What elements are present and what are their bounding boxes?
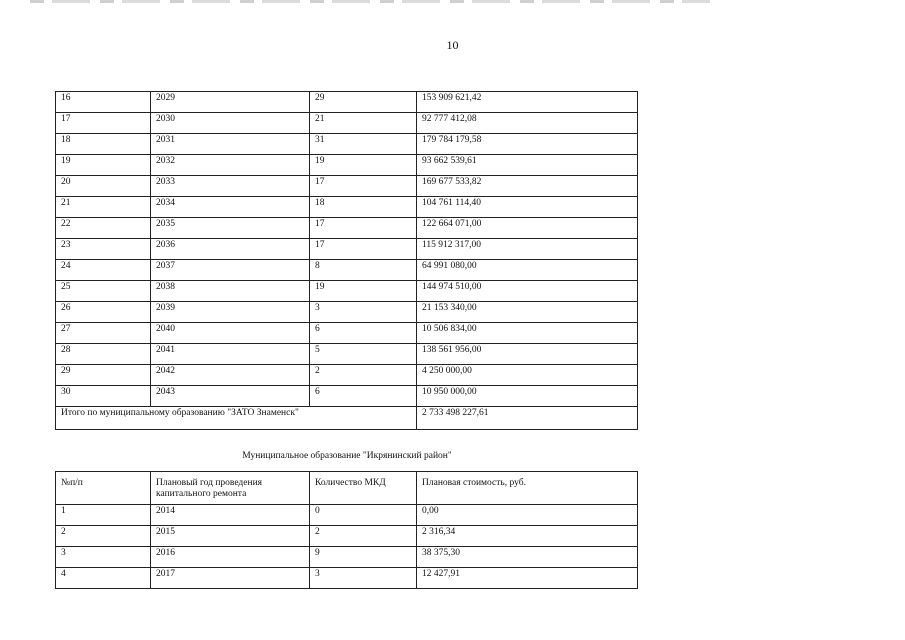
capital-repair-table-ikryaninsky: [55, 471, 638, 589]
cost-cell: 138 561 956,00: [417, 344, 638, 365]
year-cell: 2035: [151, 218, 310, 239]
row-number-cell: 29: [56, 365, 151, 386]
row-number-cell: 18: [56, 134, 151, 155]
capital-repair-table-znamensk: [55, 91, 638, 430]
building-count-cell: 8: [310, 260, 417, 281]
table-row: [56, 197, 638, 218]
table-row: [56, 323, 638, 344]
building-count-cell: 19: [310, 281, 417, 302]
table-row: [56, 526, 638, 547]
row-number-cell: 30: [56, 386, 151, 407]
building-count-cell: 29: [310, 92, 417, 113]
row-number-cell: 1: [56, 505, 151, 526]
building-count-cell: 17: [310, 239, 417, 260]
row-number-cell: 26: [56, 302, 151, 323]
header-number: №п/п: [56, 472, 151, 505]
year-cell: 2040: [151, 323, 310, 344]
year-cell: 2017: [151, 568, 310, 589]
building-count-cell: 31: [310, 134, 417, 155]
table-header-row: [56, 472, 638, 505]
row-number-cell: 28: [56, 344, 151, 365]
year-cell: 2042: [151, 365, 310, 386]
cost-cell: 115 912 317,00: [417, 239, 638, 260]
row-number-cell: 2: [56, 526, 151, 547]
year-cell: 2036: [151, 239, 310, 260]
cost-cell: 38 375,30: [417, 547, 638, 568]
cost-cell: 144 974 510,00: [417, 281, 638, 302]
building-count-cell: 0: [310, 505, 417, 526]
year-cell: 2030: [151, 113, 310, 134]
year-cell: 2015: [151, 526, 310, 547]
table-row: [56, 568, 638, 589]
building-count-cell: 6: [310, 323, 417, 344]
total-label: Итого по муниципальному образованию "ЗАТО Знаменск": [56, 407, 417, 430]
year-cell: 2032: [151, 155, 310, 176]
section-title-ikryaninsky: Муниципальное образование "Икрянинский район": [242, 451, 452, 461]
building-count-cell: 2: [310, 526, 417, 547]
cost-cell: 93 662 539,61: [417, 155, 638, 176]
cost-cell: 122 664 071,00: [417, 218, 638, 239]
total-row: [56, 407, 638, 430]
scan-edge-artifact: [30, 0, 710, 3]
table-row: [56, 365, 638, 386]
table-row: [56, 547, 638, 568]
table-row: [56, 113, 638, 134]
row-number-cell: 16: [56, 92, 151, 113]
year-cell: 2029: [151, 92, 310, 113]
row-number-cell: 25: [56, 281, 151, 302]
table-row: [56, 155, 638, 176]
year-cell: 2016: [151, 547, 310, 568]
year-cell: 2031: [151, 134, 310, 155]
table-row: [56, 386, 638, 407]
table-row: [56, 302, 638, 323]
cost-cell: 179 784 179,58: [417, 134, 638, 155]
table-row: [56, 239, 638, 260]
cost-cell: 2 316,34: [417, 526, 638, 547]
table-row: [56, 176, 638, 197]
building-count-cell: 5: [310, 344, 417, 365]
building-count-cell: 3: [310, 568, 417, 589]
cost-cell: 92 777 412,08: [417, 113, 638, 134]
table-row: [56, 281, 638, 302]
page-number: 10: [446, 38, 459, 52]
row-number-cell: 21: [56, 197, 151, 218]
cost-cell: 64 991 080,00: [417, 260, 638, 281]
building-count-cell: 17: [310, 218, 417, 239]
building-count-cell: 9: [310, 547, 417, 568]
header-planned-cost: Плановая стоимость, руб.: [417, 472, 638, 505]
building-count-cell: 18: [310, 197, 417, 218]
table-row: [56, 260, 638, 281]
year-cell: 2038: [151, 281, 310, 302]
cost-cell: 21 153 340,00: [417, 302, 638, 323]
header-planned-year: Плановый год проведения капитального ремонта: [151, 472, 310, 505]
row-number-cell: 24: [56, 260, 151, 281]
cost-cell: 104 761 114,40: [417, 197, 638, 218]
building-count-cell: 17: [310, 176, 417, 197]
building-count-cell: 6: [310, 386, 417, 407]
cost-cell: 10 950 000,00: [417, 386, 638, 407]
cost-cell: 169 677 533,82: [417, 176, 638, 197]
row-number-cell: 27: [56, 323, 151, 344]
building-count-cell: 2: [310, 365, 417, 386]
table-row: [56, 218, 638, 239]
header-building-count: Количество МКД: [310, 472, 417, 505]
table-row: [56, 134, 638, 155]
cost-cell: 12 427,91: [417, 568, 638, 589]
year-cell: 2039: [151, 302, 310, 323]
building-count-cell: 3: [310, 302, 417, 323]
row-number-cell: 23: [56, 239, 151, 260]
year-cell: 2034: [151, 197, 310, 218]
cost-cell: 4 250 000,00: [417, 365, 638, 386]
year-cell: 2041: [151, 344, 310, 365]
row-number-cell: 22: [56, 218, 151, 239]
row-number-cell: 3: [56, 547, 151, 568]
cost-cell: 0,00: [417, 505, 638, 526]
total-value: 2 733 498 227,61: [417, 407, 638, 430]
year-cell: 2014: [151, 505, 310, 526]
row-number-cell: 17: [56, 113, 151, 134]
year-cell: 2043: [151, 386, 310, 407]
building-count-cell: 19: [310, 155, 417, 176]
row-number-cell: 4: [56, 568, 151, 589]
table-row: [56, 344, 638, 365]
cost-cell: 153 909 621,42: [417, 92, 638, 113]
year-cell: 2037: [151, 260, 310, 281]
year-cell: 2033: [151, 176, 310, 197]
row-number-cell: 20: [56, 176, 151, 197]
table-row: [56, 92, 638, 113]
cost-cell: 10 506 834,00: [417, 323, 638, 344]
building-count-cell: 21: [310, 113, 417, 134]
table-row: [56, 505, 638, 526]
row-number-cell: 19: [56, 155, 151, 176]
